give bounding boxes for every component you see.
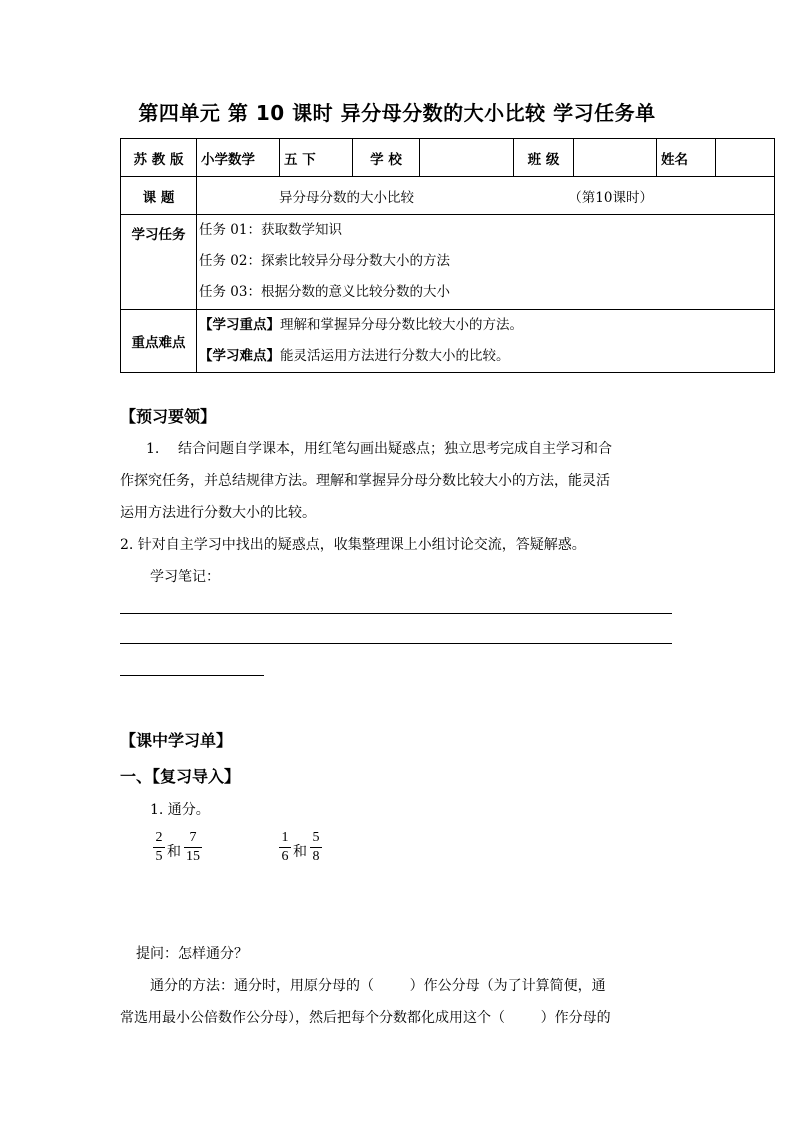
preview-p1-line1: 结合问题自学课本，用红笔勾画出疑惑点；独立思考完成自主学习和合 [178,441,612,457]
key-point-text: 理解和掌握异分母分数比较大小的方法。 [280,317,523,333]
school-value [420,139,514,177]
method-line-2: 常选用最小公倍数作公分母），然后把每个分数都化成用这个（ ）作分母的 [120,1010,611,1026]
course-name: 异分母分数的大小比较 [279,189,414,206]
class-label: 班 级 [514,139,574,177]
grade-cell: 五 下 [280,139,353,177]
notes-label: 学习笔记： [150,569,220,585]
tasks-label: 学习任务 [121,215,197,310]
preview-p1-line2: 作探究任务，并总结规律方法。理解和掌握异分母分数比较大小的方法，能灵活 [120,473,610,489]
task-item: 任务 02：探索比较异分母分数大小的方法 [199,253,450,269]
difficulty-text: 能灵活运用方法进行分数大小的比较。 [280,348,510,364]
course-label: 课 题 [121,177,197,215]
method-line-1: 通分的方法：通分时，用原分母的（ ）作公分母（为了计算简便，通 [150,978,606,994]
info-table [120,138,775,373]
fraction: 2 5 [153,830,165,865]
keypoints-cell [197,310,775,373]
course-cell [197,177,775,215]
review-section-heading: 一、【复习导入】 [120,767,241,786]
fraction: 1 6 [279,830,291,865]
and-word: 和 [293,844,307,860]
note-line [120,613,672,614]
task-item: 任务 03：根据分数的意义比较分数的大小 [199,284,450,300]
task-item: 任务 01：获取数学知识 [199,222,342,238]
in-class-heading: 【课中学习单】 [120,731,233,750]
preview-p1-line3: 运用方法进行分数大小的比较。 [120,505,316,521]
question-1: 1. 通分。 [150,802,210,818]
tasks-cell [197,215,775,310]
school-label: 学 校 [353,139,420,177]
difficulty-tag: 【学习难点】 [199,348,280,364]
fraction: 5 8 [310,830,322,865]
name-label: 姓名 [657,139,716,177]
preview-p2: 2. 针对自主学习中找出的疑惑点，收集整理课上小组讨论交流，答疑解惑。 [120,537,586,553]
preview-heading: 【预习要领】 [120,407,217,426]
keypoints-label: 重点难点 [121,310,197,373]
key-point-tag: 【学习重点】 [199,317,280,333]
prompt-question: 提问：怎样通分？ [136,946,248,962]
fraction: 7 15 [186,830,200,864]
note-line [120,675,264,676]
subject-cell: 小学数学 [197,139,280,177]
and-word: 和 [167,844,181,860]
publisher-cell: 苏 教 版 [121,139,197,177]
name-value [716,139,775,177]
note-line [120,643,672,644]
class-value [574,139,657,177]
preview-p1-num: 1. [146,441,160,457]
lesson-number: （第10课时） [568,189,653,206]
page-title: 第四单元 第 10 课时 异分母分数的大小比较 学习任务单 [138,101,656,125]
